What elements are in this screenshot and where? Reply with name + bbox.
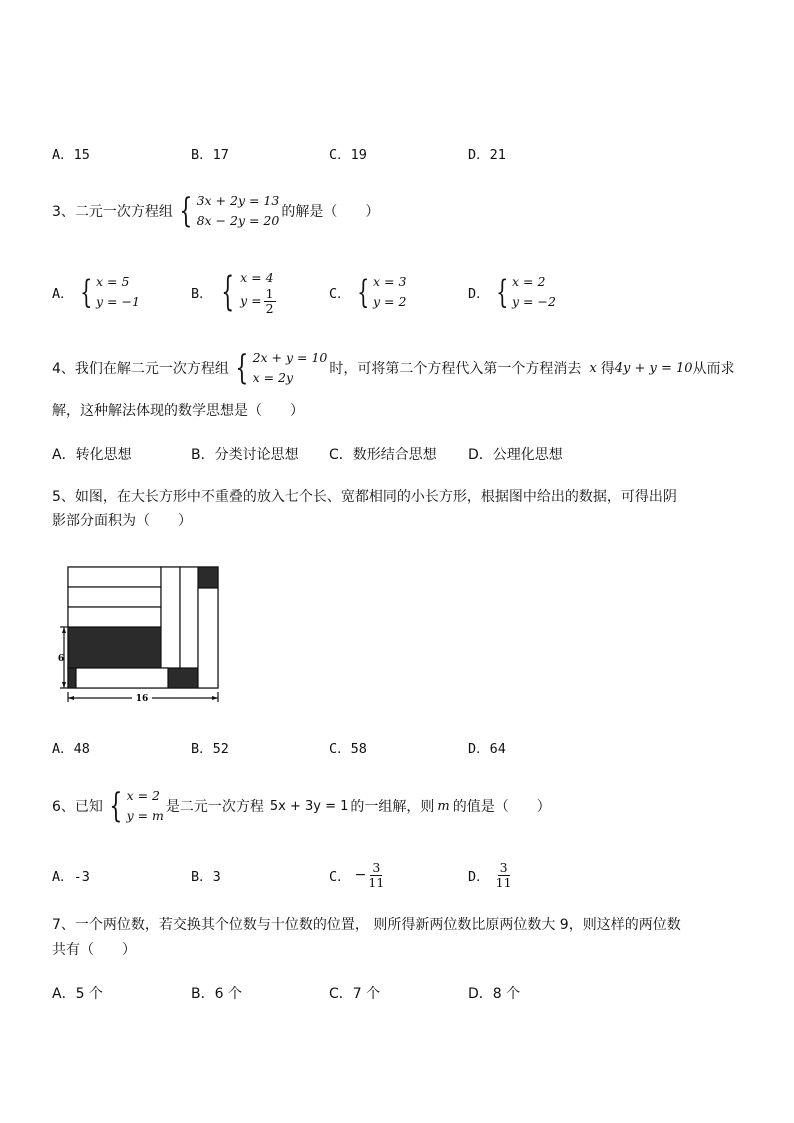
q4-text-mid3: 从而求 <box>692 361 735 377</box>
q6-equation: 5x + 3y = 1 <box>269 798 349 814</box>
q4-line2: 解，这种解法体现的数学思想是（ ） <box>52 403 304 419</box>
q3-options <box>52 266 752 318</box>
brace-icon: { <box>179 191 193 231</box>
q3-b-fraction-denominator: 2 <box>265 300 274 316</box>
q6-text-mid: 是二元一次方程 <box>165 799 264 815</box>
q3-option-b-label: B． <box>191 286 213 302</box>
q5-option-a[interactable]: A．48 <box>52 741 90 757</box>
q3-c-eq2: y = 2 <box>373 294 407 309</box>
q3-option-c[interactable] <box>329 266 408 318</box>
q4-eq2: x = 2y <box>252 370 294 385</box>
q6-suffix: 的值是（ ） <box>452 799 551 815</box>
question-6-stem <box>52 784 551 828</box>
q3-option-b[interactable] <box>191 266 278 318</box>
q2-options <box>52 133 752 173</box>
q3-option-a[interactable] <box>52 266 142 318</box>
q6-eq2: y = m <box>126 808 164 823</box>
q5-options <box>52 727 752 767</box>
q6-d-fraction-numerator: 3 <box>499 859 508 875</box>
q3-d-eq2: y = −2 <box>512 294 556 309</box>
q6-option-c-label: C． <box>329 869 351 885</box>
q7-option-b[interactable]: B．6 个 <box>191 986 242 1002</box>
q4-variable: x <box>589 360 597 376</box>
brace-icon: { <box>109 786 123 826</box>
q6-c-fraction-numerator: 3 <box>372 859 381 875</box>
q3-option-d[interactable] <box>468 266 558 318</box>
q3-c-eq1: x = 3 <box>373 274 407 289</box>
q7-line1: 7、一个两位数，若交换其个位数与十位数的位置， 则所得新两位数比原两位数大 9，则这样的两位数 <box>52 917 681 933</box>
q5-option-b[interactable]: B．52 <box>191 741 229 757</box>
q6-c-sign: − <box>354 867 367 883</box>
q3-eq2: 8x − 2y = 20 <box>196 213 280 228</box>
q7-options <box>52 973 752 1013</box>
q4-eq1: 2x + y = 10 <box>252 350 328 365</box>
question-4-stem <box>52 346 735 390</box>
q6-d-fraction-denominator: 11 <box>495 874 512 890</box>
q4-option-c[interactable]: C．数形结合思想 <box>329 447 437 463</box>
q4-system <box>231 348 327 388</box>
q5-line1: 5、如图，在大长方形中不重叠的放入七个长、宽都相同的小长方形，根据图中给出的数据，可得出阴 <box>52 489 677 505</box>
q3-option-c-label: C． <box>329 286 351 302</box>
brace-icon: { <box>235 348 249 388</box>
q7-line2: 共有（ ） <box>52 942 136 958</box>
q3-b-eq1: x = 4 <box>240 269 274 285</box>
brace-icon: { <box>356 273 369 311</box>
q2-option-b[interactable]: B．17 <box>191 147 229 163</box>
q3-d-eq1: x = 2 <box>512 274 546 289</box>
q6-option-c[interactable] <box>329 852 384 898</box>
q6-c-fraction-denominator: 11 <box>368 874 385 890</box>
q6-option-a[interactable]: A．-3 <box>52 869 90 885</box>
q3-suffix: 的解是（ ） <box>281 204 380 220</box>
q2-option-a[interactable]: A．15 <box>52 147 90 163</box>
q4-expression: 4y + y = 10 <box>614 360 693 376</box>
q4-text-mid1: 时，可将第二个方程代入第一个方程消去 <box>329 361 582 377</box>
q4-text-mid2: 得 <box>600 361 615 377</box>
q6-option-b[interactable]: B．3 <box>191 869 221 885</box>
q6-option-d-label: D． <box>468 869 490 885</box>
q5-option-c[interactable]: C．58 <box>329 741 367 757</box>
q3-a-eq1: x = 5 <box>96 274 130 289</box>
dimension-width-label: 16 <box>135 694 149 704</box>
q3-b-eq2: y = <box>240 293 262 308</box>
q7-option-c[interactable]: C．7 个 <box>329 986 381 1002</box>
q3-b-fraction-numerator: 1 <box>265 285 274 301</box>
brace-icon: { <box>495 273 508 311</box>
q5-line2: 影部分面积为（ ） <box>52 513 192 529</box>
q4-option-a[interactable]: A．转化思想 <box>52 447 132 463</box>
q4-options <box>52 434 752 474</box>
q5-option-d[interactable]: D．64 <box>468 741 506 757</box>
q4-option-d[interactable]: D．公理化思想 <box>468 447 563 463</box>
q4-option-b[interactable]: B．分类讨论思想 <box>191 447 299 463</box>
brace-icon: { <box>221 269 234 315</box>
brace-icon: { <box>79 273 92 311</box>
q3-prefix: 3、二元一次方程组 <box>52 204 173 220</box>
q6-options <box>52 852 752 898</box>
q6-option-d[interactable] <box>468 852 512 898</box>
q6-variable: m <box>437 798 450 814</box>
q4-prefix: 4、我们在解二元一次方程组 <box>52 361 229 377</box>
q2-option-d[interactable]: D．21 <box>468 147 506 163</box>
question-3-stem <box>52 190 379 232</box>
q6-system <box>105 786 164 826</box>
q2-option-c[interactable]: C．19 <box>329 147 367 163</box>
q6-eq1: x = 2 <box>126 788 160 803</box>
q3-option-a-label: A． <box>52 286 74 302</box>
q7-option-d[interactable]: D．8 个 <box>468 986 521 1002</box>
q7-option-a[interactable]: A．5 个 <box>52 986 103 1002</box>
rectangle-figure <box>50 560 225 710</box>
q6-text-mid2: 的一组解，则 <box>350 799 435 815</box>
q6-prefix: 6、已知 <box>52 799 103 815</box>
dimension-height-label: 6 <box>57 654 65 664</box>
q3-a-eq2: y = −1 <box>96 294 140 309</box>
q3-system <box>175 191 279 231</box>
q3-option-d-label: D． <box>468 286 490 302</box>
q3-eq1: 3x + 2y = 13 <box>196 193 280 208</box>
